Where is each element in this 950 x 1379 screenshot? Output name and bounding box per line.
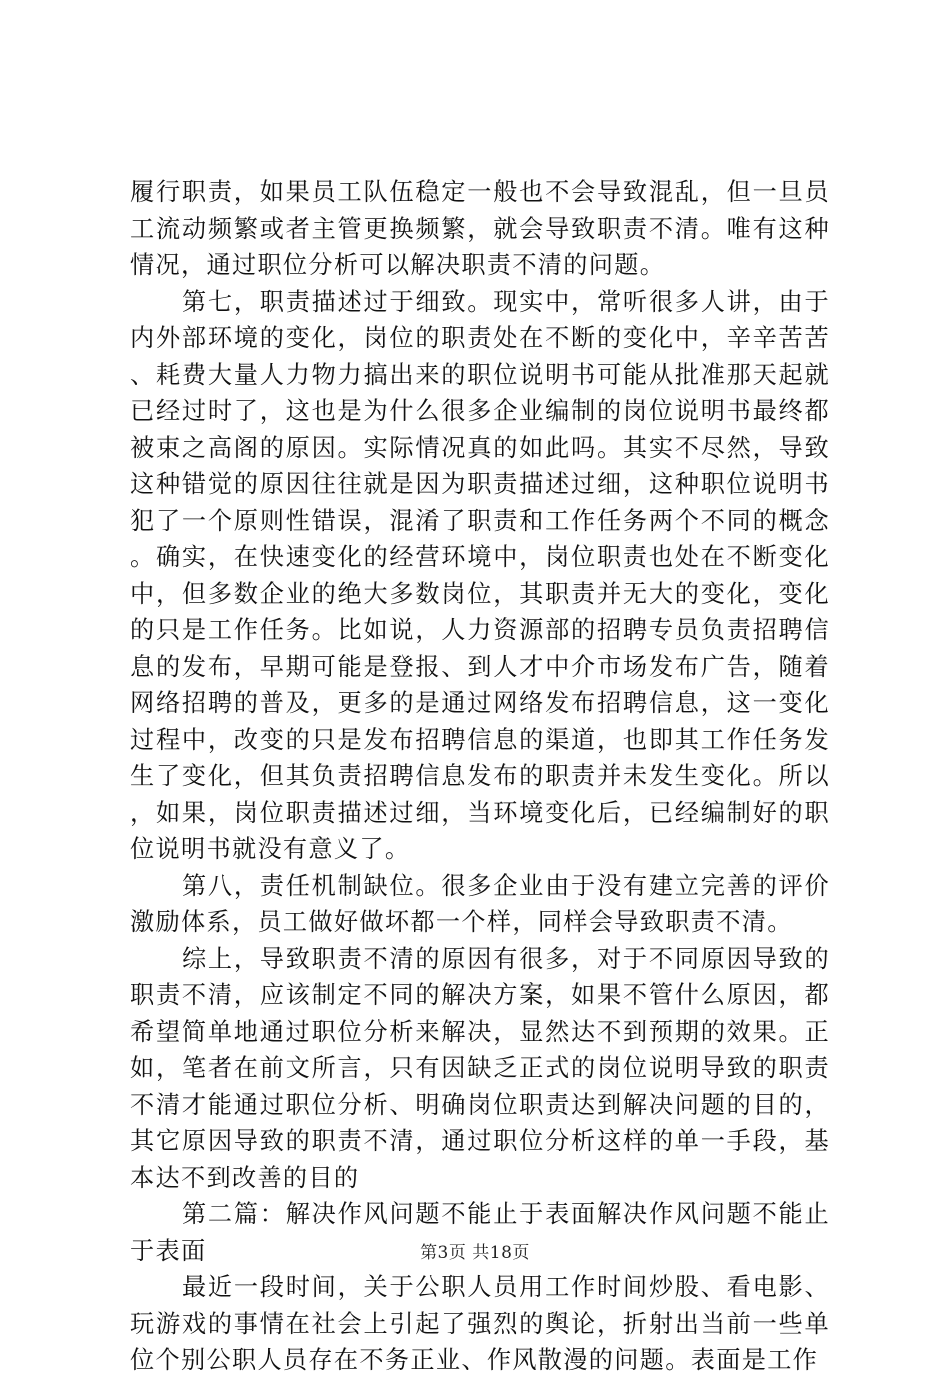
paragraph-summary: 综上，导致职责不清的原因有很多，对于不同原因导致的职责不清，应该制定不同的解决方案，如果不管什么原因，都希望简单地通过职位分析来解决，显然达不到预期的效果。正如，笔者在前文所言，只有因缺乏正式的岗位说明导致的职责不清才能通过职位分析、明确岗位职责达到解决问题的目的，其它原因导致的职责不清，通过职位分析这样的单一手段，基本达不到改善的目的: [130, 944, 830, 1192]
section-heading-part-two: 第二篇：解决作风问题不能止于表面解决作风问题不能止于表面: [130, 1200, 830, 1265]
paragraph-part-two-intro: 最近一段时间，关于公职人员用工作时间炒股、看电影、玩游戏的事情在社会上引起了强烈的舆论，折射出当前一些单位个别公职人员存在不务正业、作风散漫的问题。表面是工作: [130, 1273, 830, 1374]
paragraph-seventh-point: 第七，职责描述过于细致。现实中，常听很多人讲，由于内外部环境的变化，岗位的职责处在不断的变化中，辛辛苦苦、耗费大量人力物力搞出来的职位说明书可能从批准那天起就已经过时了，这也是为什么很多企业编制的岗位说明书最终都被束之高阁的原因。实际情况真的如此吗。其实不尽然，导致这种错觉的原因往往就是因为职责描述过细，这种职位说明书犯了一个原则性错误，混淆了职责和工作任务两个不同的概念。确实，在快速变化的经营环境中，岗位职责也处在不断变化中，但多数企业的绝大多数岗位，其职责并无大的变化，变化的只是工作任务。比如说，人力资源部的招聘专员负责招聘信息的发布，早期可能是登报、到人才中介市场发布广告，随着网络招聘的普及，更多的是通过网络发布招聘信息，这一变化过程中，改变的只是发布招聘信息的渠道，也即其工作任务发生了变化，但其负责招聘信息发布的职责并未发生变化。所以，如果，岗位职责描述过细，当环境变化后，已经编制好的职位说明书就没有意义了。: [130, 287, 830, 863]
document-body: [130, 174, 830, 1379]
paragraph-eighth-point: 第八，责任机制缺位。很多企业由于没有建立完善的评价激励体系，员工做好做坏都一个样，同样会导致职责不清。: [130, 871, 830, 936]
page-number-footer: 第3页 共18页: [420, 1243, 530, 1263]
paragraph-continuation: 履行职责，如果员工队伍稳定一般也不会导致混乱，但一旦员工流动频繁或者主管更换频繁，就会导致职责不清。唯有这种情况，通过职位分析可以解决职责不清的问题。: [130, 178, 830, 279]
